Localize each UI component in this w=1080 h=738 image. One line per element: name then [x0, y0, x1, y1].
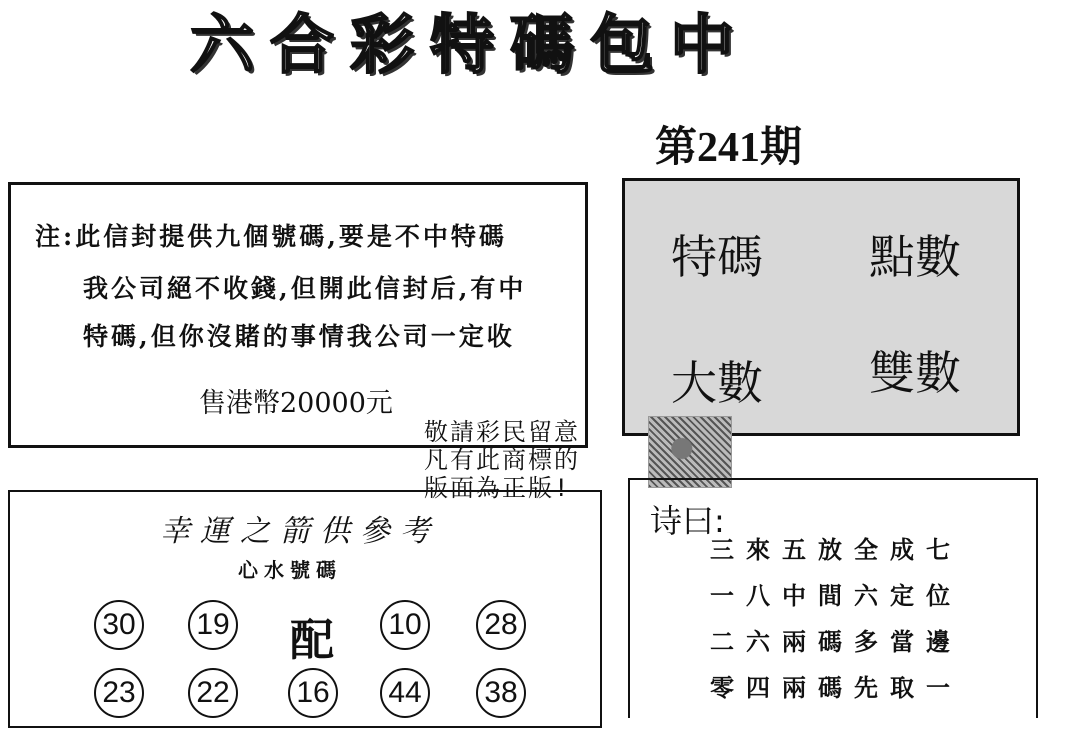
number-circle: 44: [380, 668, 430, 718]
number-circle: 10: [380, 600, 430, 650]
poem-line: 一八中間六定位: [710, 581, 962, 610]
poem-line: 二六兩碼多當邊: [710, 627, 962, 656]
hint-item: 特碼: [671, 231, 763, 283]
trademark-notice-line: 版面為正版!: [424, 474, 571, 502]
number-circle: 22: [188, 668, 238, 718]
poem-line: 零四兩碼先取一: [710, 673, 962, 702]
trademark-notice-line: 敬請彩民留意: [424, 418, 580, 446]
notice-box: [8, 182, 588, 448]
number-circle: 16: [288, 668, 338, 718]
hint-item: 點數: [869, 231, 961, 283]
lucky-subtitle: 心水號碼: [238, 558, 342, 582]
trademark-notice-line: 凡有此商標的: [424, 446, 580, 474]
poem-heading: 诗曰:: [650, 502, 725, 540]
number-circle: 38: [476, 668, 526, 718]
notice-line: 我公司絕不收錢,但開此信封后,有中: [83, 274, 527, 303]
lucky-title: 幸運之箭供參考: [160, 514, 440, 549]
price-text: 售港幣20000元: [199, 388, 393, 419]
issue-number: 第241期: [655, 125, 803, 171]
lucky-numbers-box: [8, 490, 602, 728]
poem-line: 三來五放全成七: [710, 535, 962, 564]
number-circle: 28: [476, 600, 526, 650]
poem-box: [628, 478, 1038, 718]
page-title: 六合彩特碼包中: [190, 9, 750, 83]
number-circle: 19: [188, 600, 238, 650]
pair-label: 配: [290, 615, 334, 666]
number-circle: 30: [94, 600, 144, 650]
number-circle: 23: [94, 668, 144, 718]
hint-item: 雙數: [869, 347, 961, 399]
notice-line: 特碼,但你沒賭的事情我公司一定收: [83, 322, 515, 351]
hint-box: [622, 178, 1020, 436]
hint-item: 大數: [671, 357, 763, 409]
notice-line: 注:此信封提供九個號碼,要是不中特碼: [35, 222, 507, 251]
